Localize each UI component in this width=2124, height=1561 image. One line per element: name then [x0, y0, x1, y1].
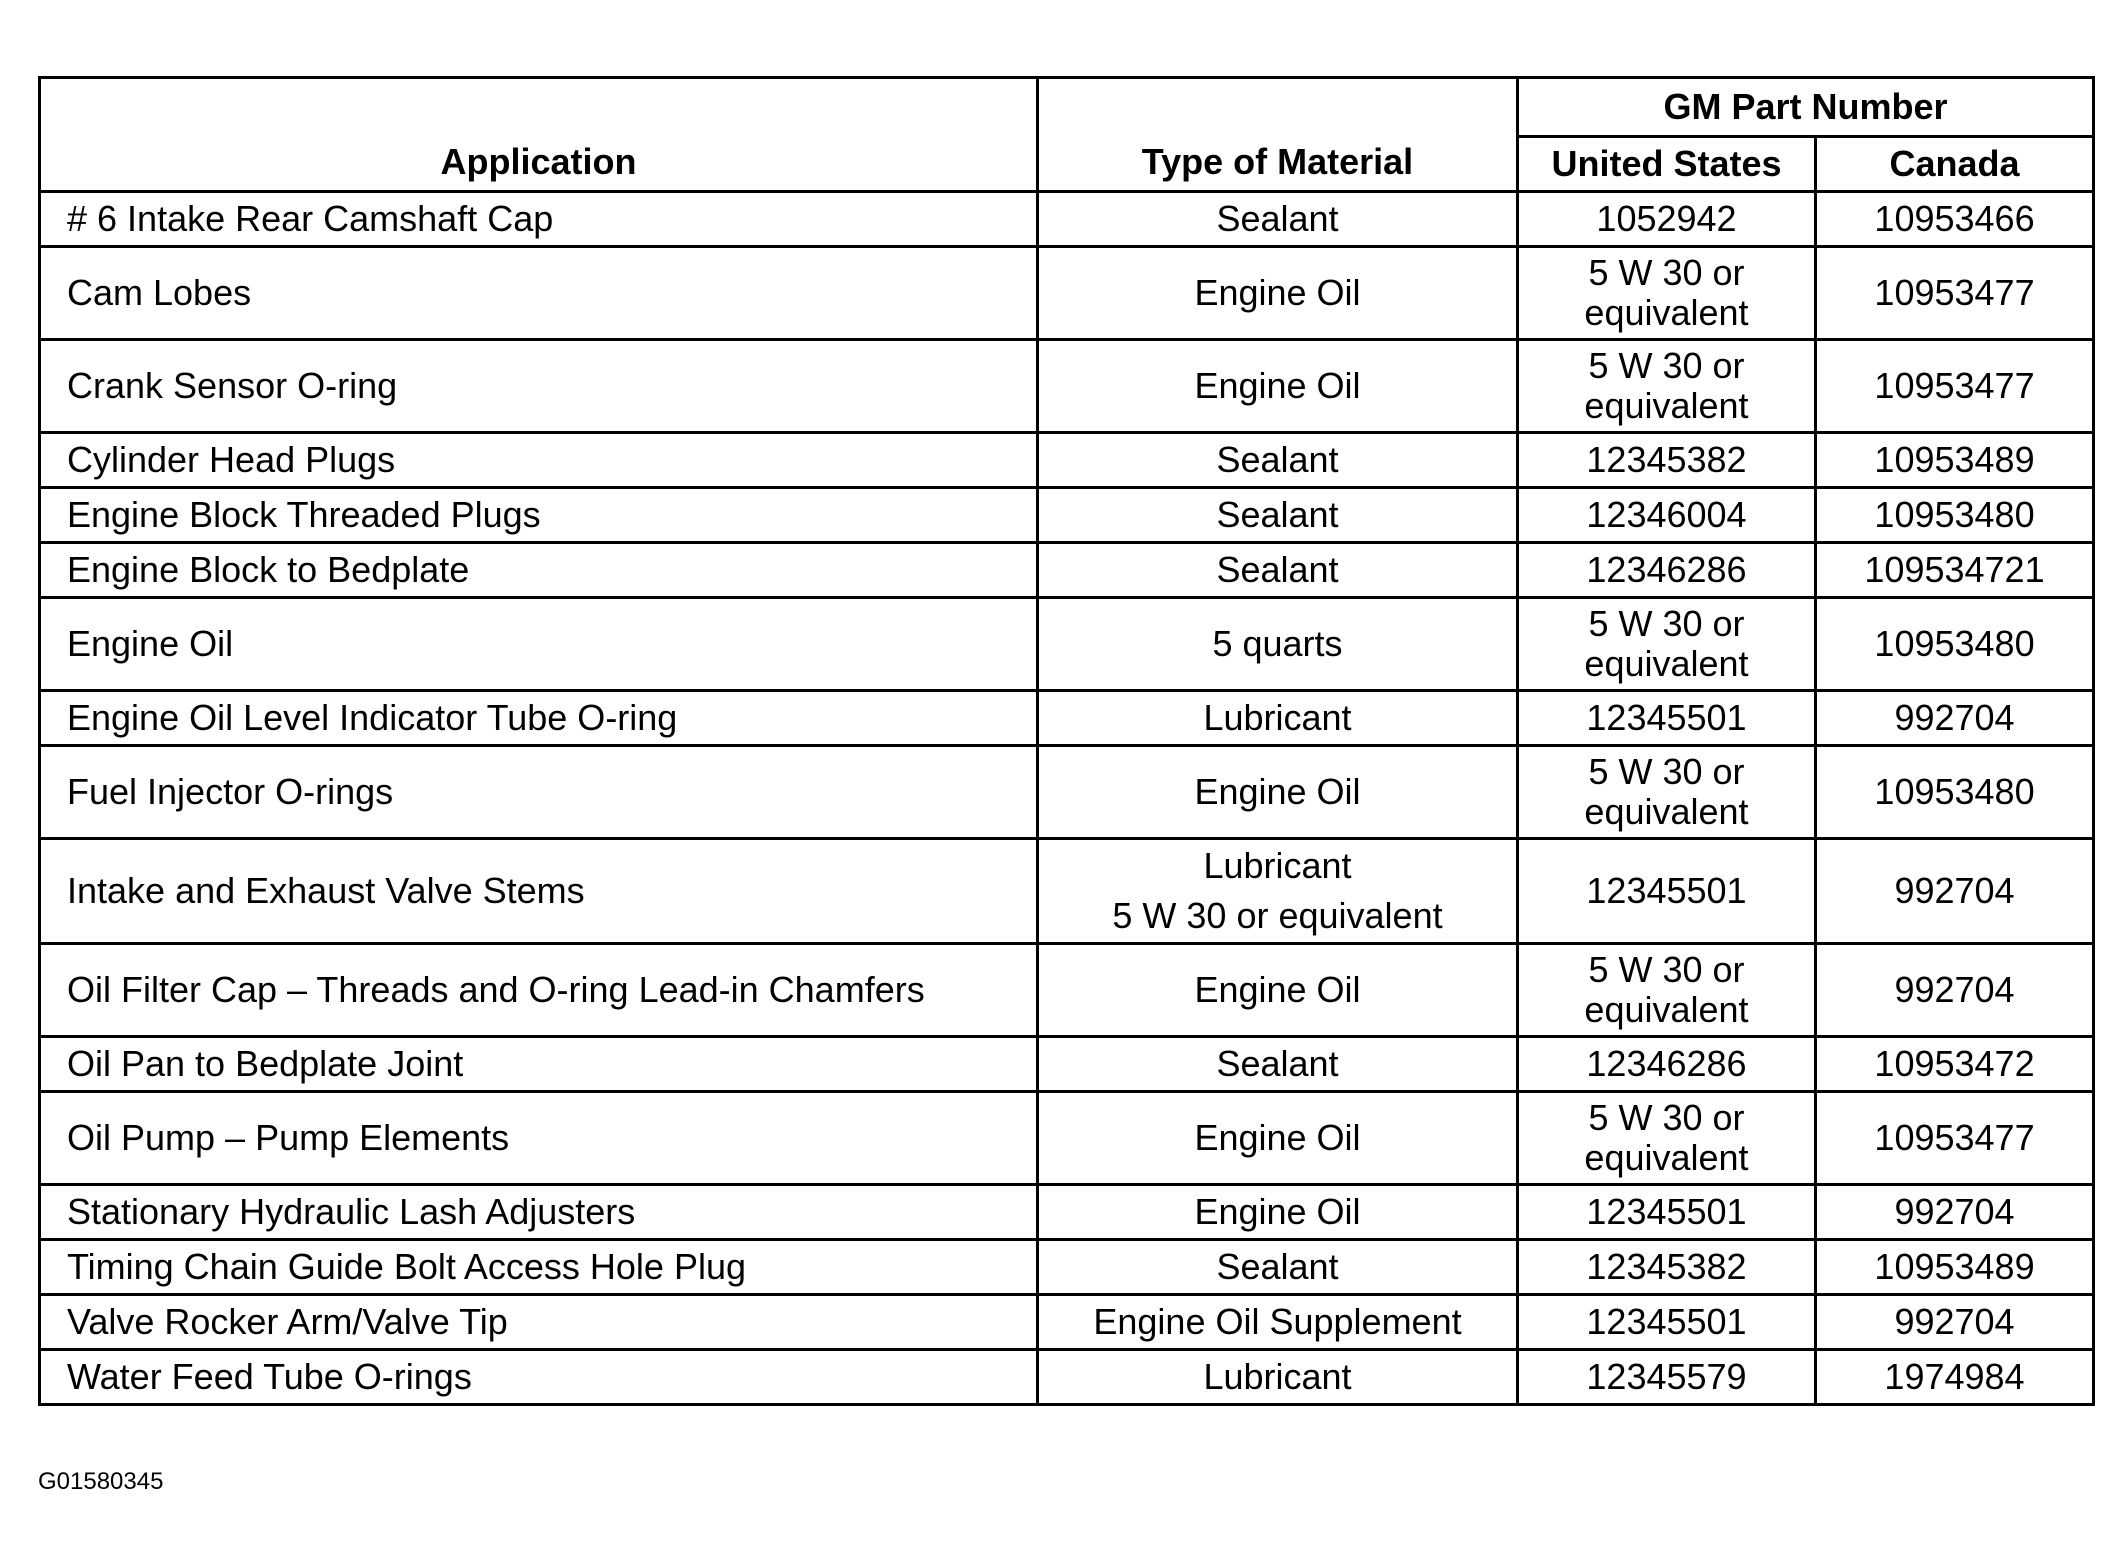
table-row	[40, 1350, 2094, 1405]
cell-type-of-material	[1038, 433, 1518, 488]
material-line: Sealant	[1216, 198, 1339, 239]
material-line: Sealant	[1216, 1043, 1339, 1084]
material-line: Sealant	[1216, 439, 1339, 480]
cell-part-number-us	[1518, 1350, 1816, 1405]
us-part-line: 12345501	[1586, 697, 1747, 738]
cell-application: Water Feed Tube O-rings	[40, 1350, 1038, 1405]
cell-part-number-us	[1518, 839, 1816, 944]
us-part-line: equivalent	[1584, 791, 1749, 832]
cell-application: Oil Filter Cap – Threads and O-ring Lead-in Chamfers	[40, 944, 1038, 1037]
table-row	[40, 1092, 2094, 1185]
material-line: Sealant	[1216, 1246, 1339, 1287]
cell-type-of-material	[1038, 1295, 1518, 1350]
cell-type-of-material	[1038, 1037, 1518, 1092]
header-application: Application	[40, 78, 1038, 192]
cell-part-number-us	[1518, 1295, 1816, 1350]
cell-part-number-us	[1518, 1185, 1816, 1240]
us-part-line: 12345501	[1586, 1301, 1747, 1342]
us-part-line: 12345382	[1586, 1246, 1747, 1287]
cell-part-number-us	[1518, 691, 1816, 746]
cell-part-number-canada: 10953489	[1816, 1240, 2094, 1295]
material-line: Engine Oil	[1194, 272, 1361, 313]
material-line: Engine Oil	[1194, 365, 1361, 406]
cell-application: Intake and Exhaust Valve Stems	[40, 839, 1038, 944]
cell-type-of-material	[1038, 839, 1518, 944]
us-part-line: 12345579	[1586, 1356, 1747, 1397]
parts-table	[38, 76, 2095, 1406]
cell-type-of-material	[1038, 598, 1518, 691]
cell-application: # 6 Intake Rear Camshaft Cap	[40, 192, 1038, 247]
header-canada: Canada	[1816, 137, 2094, 192]
cell-part-number-canada: 992704	[1816, 691, 2094, 746]
material-line: Engine Oil Supplement	[1093, 1301, 1462, 1342]
material-line: Engine Oil	[1194, 1117, 1361, 1158]
cell-part-number-canada: 1974984	[1816, 1350, 2094, 1405]
cell-part-number-us	[1518, 1092, 1816, 1185]
cell-type-of-material	[1038, 1350, 1518, 1405]
cell-application: Stationary Hydraulic Lash Adjusters	[40, 1185, 1038, 1240]
cell-type-of-material	[1038, 192, 1518, 247]
us-part-line: 12345501	[1586, 1191, 1747, 1232]
table-row	[40, 598, 2094, 691]
cell-part-number-us	[1518, 340, 1816, 433]
cell-type-of-material	[1038, 1240, 1518, 1295]
cell-application: Engine Oil	[40, 598, 1038, 691]
material-line: 5 W 30 or equivalent	[1112, 895, 1443, 936]
cell-type-of-material	[1038, 543, 1518, 598]
material-line: Sealant	[1216, 494, 1339, 535]
cell-part-number-canada: 992704	[1816, 1295, 2094, 1350]
cell-application: Cylinder Head Plugs	[40, 433, 1038, 488]
table-row	[40, 192, 2094, 247]
table-row	[40, 1037, 2094, 1092]
us-part-line: 1052942	[1596, 198, 1737, 239]
cell-part-number-canada: 10953480	[1816, 746, 2094, 839]
table-row	[40, 691, 2094, 746]
cell-part-number-us	[1518, 433, 1816, 488]
us-part-line: 12345382	[1586, 439, 1747, 480]
cell-part-number-canada: 992704	[1816, 839, 2094, 944]
cell-part-number-canada: 992704	[1816, 1185, 2094, 1240]
material-line: Lubricant	[1203, 845, 1352, 886]
material-line: Engine Oil	[1194, 771, 1361, 812]
header-gm-part-number: GM Part Number	[1518, 78, 2094, 137]
material-line: Sealant	[1216, 549, 1339, 590]
us-part-line: 12345501	[1586, 870, 1747, 911]
us-part-line: 12346004	[1586, 494, 1747, 535]
us-part-line: equivalent	[1584, 989, 1749, 1030]
cell-type-of-material	[1038, 340, 1518, 433]
table-row	[40, 1240, 2094, 1295]
us-part-line: 5 W 30 or	[1588, 345, 1745, 386]
cell-type-of-material	[1038, 1185, 1518, 1240]
table-row	[40, 1295, 2094, 1350]
cell-part-number-canada: 109534721	[1816, 543, 2094, 598]
cell-part-number-canada: 10953472	[1816, 1037, 2094, 1092]
cell-part-number-us	[1518, 1240, 1816, 1295]
header-type-of-material: Type of Material	[1038, 78, 1518, 192]
cell-application: Timing Chain Guide Bolt Access Hole Plug	[40, 1240, 1038, 1295]
cell-part-number-us	[1518, 746, 1816, 839]
material-line: Lubricant	[1203, 1356, 1352, 1397]
material-line: Engine Oil	[1194, 1191, 1361, 1232]
cell-type-of-material	[1038, 1092, 1518, 1185]
table-row	[40, 340, 2094, 433]
cell-part-number-us	[1518, 488, 1816, 543]
us-part-line: 5 W 30 or	[1588, 603, 1745, 644]
cell-part-number-canada: 10953480	[1816, 598, 2094, 691]
us-part-line: equivalent	[1584, 643, 1749, 684]
table-row	[40, 247, 2094, 340]
table-row	[40, 488, 2094, 543]
cell-part-number-us	[1518, 543, 1816, 598]
cell-part-number-canada: 10953489	[1816, 433, 2094, 488]
cell-part-number-canada: 10953480	[1816, 488, 2094, 543]
figure-code: G01580345	[38, 1468, 164, 1495]
material-line: Lubricant	[1203, 697, 1352, 738]
us-part-line: 5 W 30 or	[1588, 949, 1745, 990]
cell-type-of-material	[1038, 746, 1518, 839]
us-part-line: 5 W 30 or	[1588, 252, 1745, 293]
us-part-line: equivalent	[1584, 385, 1749, 426]
material-line: 5 quarts	[1212, 623, 1343, 664]
us-part-line: 12346286	[1586, 549, 1747, 590]
cell-part-number-us	[1518, 598, 1816, 691]
table-row	[40, 839, 2094, 944]
cell-part-number-us	[1518, 247, 1816, 340]
cell-part-number-us	[1518, 1037, 1816, 1092]
header-united-states: United States	[1518, 137, 1816, 192]
table-body	[40, 192, 2094, 1405]
cell-application: Engine Oil Level Indicator Tube O-ring	[40, 691, 1038, 746]
cell-type-of-material	[1038, 488, 1518, 543]
cell-application: Cam Lobes	[40, 247, 1038, 340]
cell-part-number-canada: 10953466	[1816, 192, 2094, 247]
cell-type-of-material	[1038, 247, 1518, 340]
cell-part-number-canada: 10953477	[1816, 340, 2094, 433]
cell-application: Oil Pan to Bedplate Joint	[40, 1037, 1038, 1092]
cell-part-number-canada: 992704	[1816, 944, 2094, 1037]
us-part-line: equivalent	[1584, 292, 1749, 333]
cell-application: Fuel Injector O-rings	[40, 746, 1038, 839]
cell-part-number-canada: 10953477	[1816, 1092, 2094, 1185]
table-row	[40, 1185, 2094, 1240]
us-part-line: equivalent	[1584, 1137, 1749, 1178]
table-row	[40, 543, 2094, 598]
table-row	[40, 746, 2094, 839]
cell-application: Valve Rocker Arm/Valve Tip	[40, 1295, 1038, 1350]
us-part-line: 5 W 30 or	[1588, 751, 1745, 792]
cell-application: Oil Pump – Pump Elements	[40, 1092, 1038, 1185]
cell-part-number-canada: 10953477	[1816, 247, 2094, 340]
material-line: Engine Oil	[1194, 969, 1361, 1010]
cell-application: Crank Sensor O-ring	[40, 340, 1038, 433]
cell-part-number-us	[1518, 944, 1816, 1037]
us-part-line: 12346286	[1586, 1043, 1747, 1084]
cell-type-of-material	[1038, 691, 1518, 746]
cell-type-of-material	[1038, 944, 1518, 1037]
table-row	[40, 433, 2094, 488]
cell-part-number-us	[1518, 192, 1816, 247]
cell-application: Engine Block to Bedplate	[40, 543, 1038, 598]
cell-application: Engine Block Threaded Plugs	[40, 488, 1038, 543]
table-row	[40, 944, 2094, 1037]
us-part-line: 5 W 30 or	[1588, 1097, 1745, 1138]
